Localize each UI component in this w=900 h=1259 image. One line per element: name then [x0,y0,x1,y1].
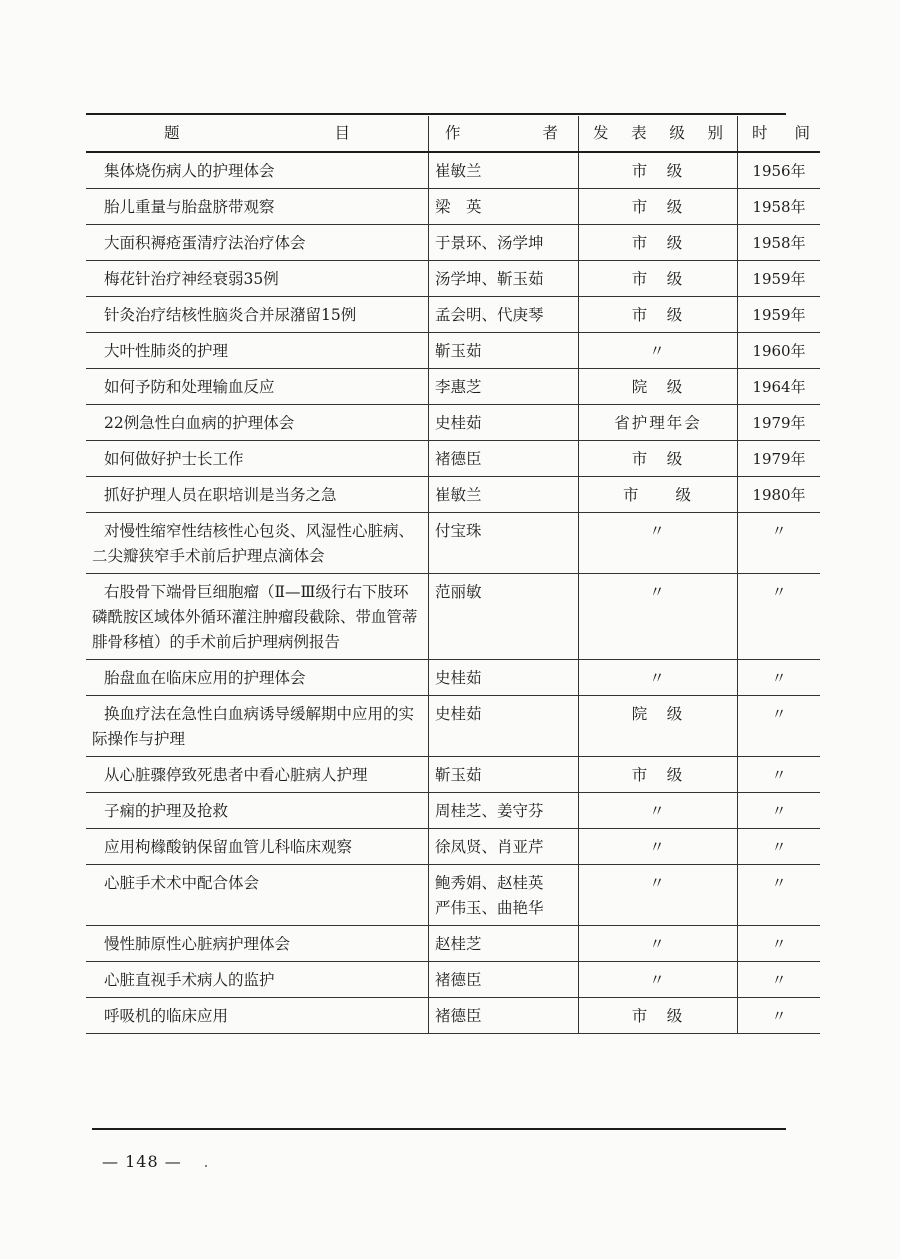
title-cell: 胎盘血在临床应用的护理体会 [86,660,429,696]
year-cell: 〃 [738,660,821,696]
level-cell: 〃 [579,865,738,926]
year-cell: 〃 [738,962,821,998]
title-cell: 大面积褥疮蛋清疗法治疗体会 [86,225,429,261]
table-row [86,333,820,369]
title-cell: 如何予防和处理输血反应 [86,369,429,405]
table-row [86,829,820,865]
print-speck [205,1165,207,1167]
year-cell: 〃 [738,793,821,829]
author-cell: 靳玉茹 [429,757,579,793]
level-cell: 院 级 [579,369,738,405]
author-cell: 鲍秀娟、赵桂英 严伟玉、曲艳华 [429,865,579,926]
title-cell: 应用枸橼酸钠保留血管儿科临床观察 [86,829,429,865]
author-cell: 崔敏兰 [429,477,579,513]
author-cell: 史桂茹 [429,696,579,757]
table-row [86,225,820,261]
author-cell: 史桂茹 [429,660,579,696]
title-cell: 22例急性白血病的护理体会 [86,405,429,441]
year-cell: 1979年 [738,441,821,477]
level-cell: 〃 [579,793,738,829]
author-cell: 汤学坤、靳玉茹 [429,261,579,297]
header-author: 作 者 [429,116,579,152]
page-number: — 148 — [102,1152,182,1171]
year-cell: 〃 [738,574,821,660]
year-cell: 1956年 [738,152,821,189]
author-cell: 于景环、汤学坤 [429,225,579,261]
publications-table [86,116,820,1034]
level-cell: 〃 [579,926,738,962]
author-cell: 徐凤贤、肖亚芹 [429,829,579,865]
table-header-row [86,116,820,152]
level-cell: 市 级 [579,477,738,513]
table-row [86,261,820,297]
year-cell: 〃 [738,865,821,926]
year-cell: 〃 [738,513,821,574]
author-cell: 李惠芝 [429,369,579,405]
year-cell: 〃 [738,757,821,793]
table-row [86,865,820,926]
level-cell: 市 级 [579,998,738,1034]
top-rule [86,113,786,115]
author-cell: 褚德臣 [429,441,579,477]
year-cell: 1960年 [738,333,821,369]
table-row [86,513,820,574]
table-row [86,405,820,441]
level-cell: 市 级 [579,261,738,297]
title-cell: 胎儿重量与胎盘脐带观察 [86,189,429,225]
title-cell: 从心脏骤停致死患者中看心脏病人护理 [86,757,429,793]
year-cell: 1958年 [738,189,821,225]
level-cell: 〃 [579,513,738,574]
year-cell: 1964年 [738,369,821,405]
title-cell: 子痫的护理及抢救 [86,793,429,829]
year-cell: 〃 [738,926,821,962]
title-cell: 右股骨下端骨巨细胞瘤（Ⅱ—Ⅲ级行右下肢环磷酰胺区域体外循环灌注肿瘤段截除、带血管蒂腓骨移植）的手术前后护理病例报告 [86,574,429,660]
table-body [86,152,820,1034]
level-cell: 省护理年会 [579,405,738,441]
table-row [86,152,820,189]
author-cell: 范丽敏 [429,574,579,660]
author-cell: 付宝珠 [429,513,579,574]
title-cell: 集体烧伤病人的护理体会 [86,152,429,189]
title-cell: 对慢性缩窄性结核性心包炎、风湿性心脏病、二尖瓣狭窄手术前后护理点滴体会 [86,513,429,574]
year-cell: 〃 [738,829,821,865]
bottom-rule [92,1128,786,1130]
title-cell: 梅花针治疗神经衰弱35例 [86,261,429,297]
year-cell: 1959年 [738,261,821,297]
year-cell: 〃 [738,998,821,1034]
year-cell: 〃 [738,696,821,757]
level-cell: 〃 [579,829,738,865]
header-time: 时 间 [738,116,821,152]
title-cell: 大叶性肺炎的护理 [86,333,429,369]
table-row [86,477,820,513]
level-cell: 市 级 [579,297,738,333]
table-row [86,962,820,998]
year-cell: 1958年 [738,225,821,261]
level-cell: 市 级 [579,152,738,189]
author-cell: 孟会明、代庚琴 [429,297,579,333]
header-title: 题 目 [86,116,429,152]
author-cell: 梁 英 [429,189,579,225]
title-cell: 心脏手术术中配合体会 [86,865,429,926]
table-row [86,189,820,225]
level-cell: 院 级 [579,696,738,757]
header-level: 发 表 级 别 [579,116,738,152]
level-cell: 〃 [579,660,738,696]
table-row [86,660,820,696]
title-cell: 如何做好护士长工作 [86,441,429,477]
author-cell: 靳玉茹 [429,333,579,369]
title-cell: 针灸治疗结核性脑炎合并尿潴留15例 [86,297,429,333]
year-cell: 1979年 [738,405,821,441]
table-row [86,441,820,477]
author-cell: 史桂茹 [429,405,579,441]
table-row [86,369,820,405]
table-row [86,793,820,829]
level-cell: 〃 [579,574,738,660]
author-cell: 褚德臣 [429,962,579,998]
title-cell: 换血疗法在急性白血病诱导缓解期中应用的实际操作与护理 [86,696,429,757]
table-row [86,696,820,757]
table-row [86,757,820,793]
level-cell: 市 级 [579,189,738,225]
title-cell: 心脏直视手术病人的监护 [86,962,429,998]
year-cell: 1959年 [738,297,821,333]
level-cell: 市 级 [579,225,738,261]
title-cell: 呼吸机的临床应用 [86,998,429,1034]
level-cell: 市 级 [579,441,738,477]
title-cell: 抓好护理人员在职培训是当务之急 [86,477,429,513]
author-cell: 褚德臣 [429,998,579,1034]
author-cell: 崔敏兰 [429,152,579,189]
table-row [86,574,820,660]
table-row [86,926,820,962]
level-cell: 〃 [579,962,738,998]
table-row [86,998,820,1034]
table-row [86,297,820,333]
level-cell: 市 级 [579,757,738,793]
author-cell: 周桂芝、姜守芬 [429,793,579,829]
level-cell: 〃 [579,333,738,369]
year-cell: 1980年 [738,477,821,513]
author-cell: 赵桂芝 [429,926,579,962]
title-cell: 慢性肺原性心脏病护理体会 [86,926,429,962]
